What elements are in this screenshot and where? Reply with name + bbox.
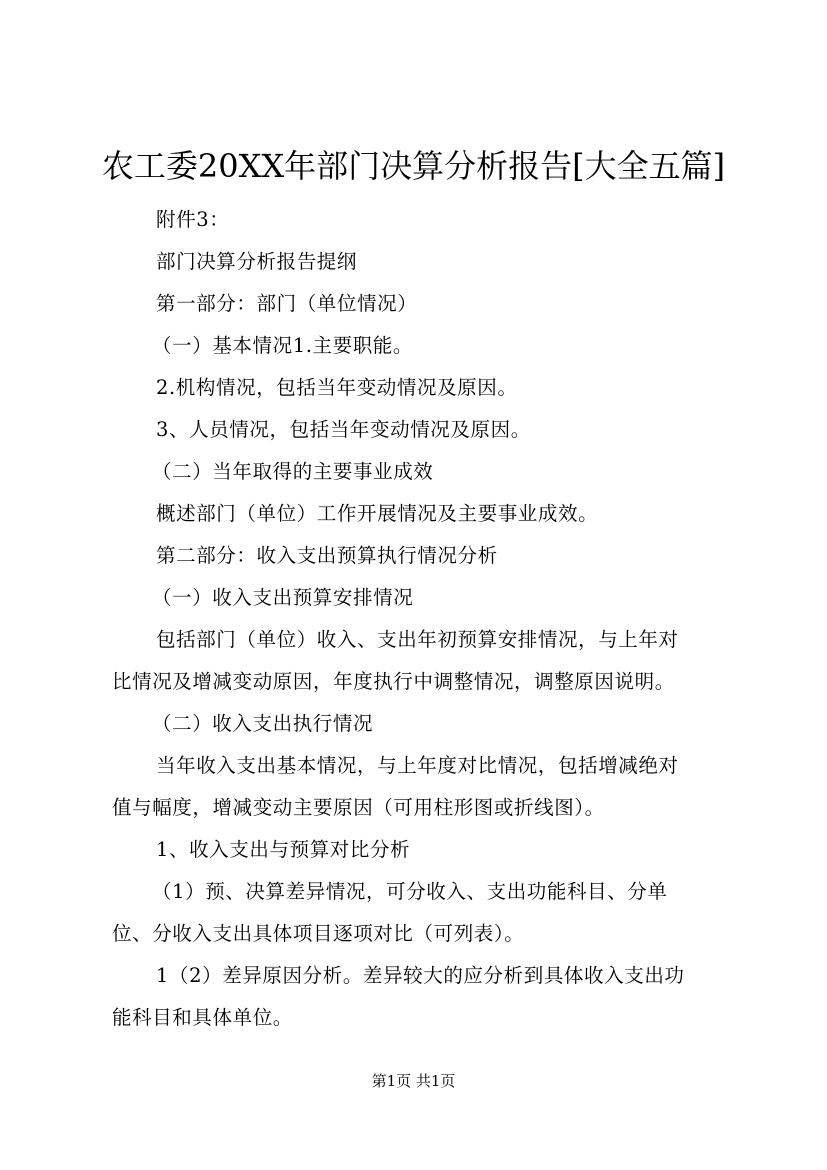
paragraph-cause-line-1: 1（2）差异原因分析。差异较大的应分析到具体收入支出功 bbox=[156, 964, 685, 987]
paragraph-comparison-heading: 1、收入支出与预算对比分析 bbox=[156, 838, 411, 861]
paragraph-budget-arrangement-heading: （一）收入支出预算安排情况 bbox=[152, 586, 414, 609]
paragraph-achievements-heading: （二）当年取得的主要事业成效 bbox=[152, 460, 434, 483]
document-title: 农工委20XX年部门决算分析报告[大全五篇] bbox=[101, 147, 726, 185]
paragraph-execution-line-2: 值与幅度，增减变动主要原因（可用柱形图或折线图）。 bbox=[112, 796, 605, 819]
paragraph-execution-heading: （二）收入支出执行情况 bbox=[152, 712, 374, 735]
paragraph-cause-line-2: 能科目和具体单位。 bbox=[112, 1006, 293, 1029]
document-body bbox=[112, 199, 752, 1039]
paragraph-basic-info: （一）基本情况1.主要职能。 bbox=[152, 334, 414, 357]
paragraph-part-one-heading: 第一部分：部门（单位情况） bbox=[156, 292, 418, 315]
paragraph-variance-line-1: （1）预、决算差异情况，可分收入、支出功能科目、分单 bbox=[152, 880, 668, 903]
paragraph-variance-line-2: 位、分收入支出具体项目逐项对比（可列表）。 bbox=[112, 922, 525, 945]
paragraph-org-info: 2.机构情况，包括当年变动情况及原因。 bbox=[156, 376, 518, 399]
paragraph-part-two-heading: 第二部分：收入支出预算执行情况分析 bbox=[156, 544, 498, 567]
paragraph-staff-info: 3、人员情况，包括当年变动情况及原因。 bbox=[156, 418, 531, 441]
paragraph-budget-arrangement-line-1: 包括部门（单位）收入、支出年初预算安排情况，与上年对 bbox=[156, 628, 679, 651]
page-footer: 第1页 共1页 bbox=[371, 1072, 456, 1090]
paragraph-budget-arrangement-line-2: 比情况及增减变动原因，年度执行中调整情况，调整原因说明。 bbox=[112, 670, 675, 693]
paragraph-attachment-label: 附件3： bbox=[156, 208, 230, 231]
paragraph-achievements-summary: 概述部门（单位）工作开展情况及主要事业成效。 bbox=[156, 502, 599, 525]
paragraph-execution-line-1: 当年收入支出基本情况，与上年度对比情况，包括增减绝对 bbox=[156, 754, 679, 777]
paragraph-outline-heading: 部门决算分析报告提纲 bbox=[156, 250, 358, 273]
